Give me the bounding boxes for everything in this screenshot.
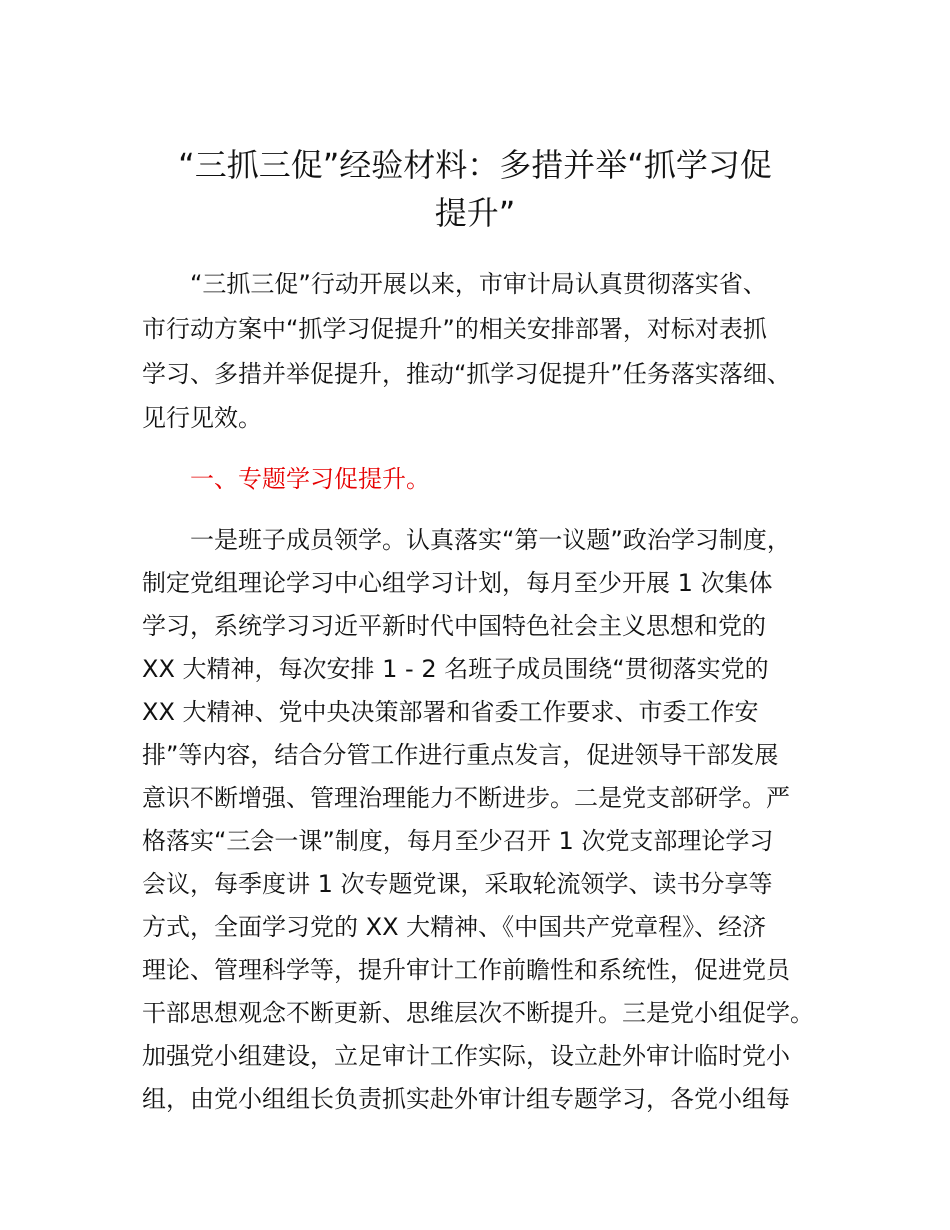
intro-line-4: 见行见效。 [142,404,262,432]
document-title-line-1: “三抓三促”经验材料：多措并举“抓学习促 [178,146,772,184]
intro-line-2: 市行动方案中“抓学习促提升”的相关安排部署，对标对表抓 [142,315,767,343]
body-line-1: 一是班子成员领学。认真落实“第一议题”政治学习制度， [190,526,791,554]
body-line-9: 会议，每季度讲 1 次专题党课，采取轮流领学、读书分享等 [142,870,773,898]
body-line-10: 方式，全面学习党的 XX 大精神、《中国共产党章程》、经济 [142,913,767,941]
document-title-line-2: 提升” [434,194,516,232]
body-line-7: 意识不断增强、管理治理能力不断进步。二是党支部研学。严 [142,784,790,812]
intro-line-3: 学习、多措并举促提升，推动“抓学习促提升”任务落实落细、 [142,360,791,388]
body-line-13: 加强党小组建设，立足审计工作实际，设立赴外审计临时党小 [142,1042,790,1070]
body-line-11: 理论、管理科学等，提升审计工作前瞻性和系统性，促进党员 [142,956,790,984]
body-line-3: 学习，系统学习习近平新时代中国特色社会主义思想和党的 [142,612,766,640]
section-heading: 一、专题学习促提升。 [190,465,430,493]
body-line-6: 排”等内容，结合分管工作进行重点发言，促进领导干部发展 [142,741,779,769]
body-line-2: 制定党组理论学习中心组学习计划，每月至少开展 1 次集体 [142,569,773,597]
body-line-8: 格落实“三会一课”制度，每月至少召开 1 次党支部理论学习 [142,827,774,855]
body-line-12: 干部思想观念不断更新、思维层次不断提升。三是党小组促学。 [142,999,814,1027]
body-line-14: 组，由党小组组长负责抓实赴外审计组专题学习，各党小组每 [142,1085,790,1113]
intro-line-1: “三抓三促”行动开展以来，市审计局认真贯彻落实省、 [190,270,767,298]
body-line-4: XX 大精神，每次安排 1 - 2 名班子成员围绕“贯彻落实党的 [142,655,769,683]
body-line-5: XX 大精神、党中央决策部署和省委工作要求、市委工作安 [142,698,759,726]
